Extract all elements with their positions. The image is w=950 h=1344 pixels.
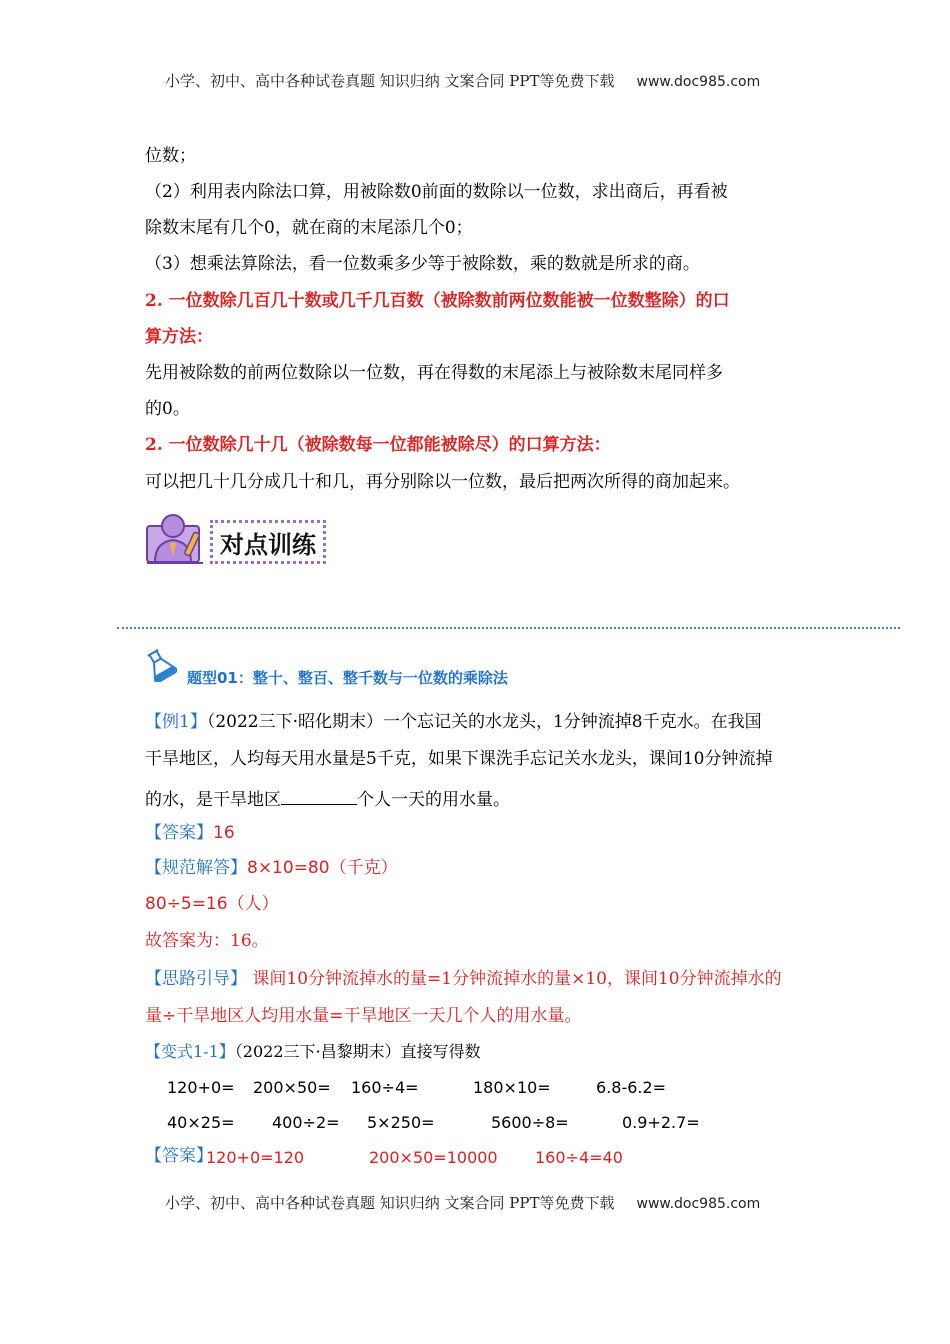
header-text: 小学、初中、高中各种试卷真题 知识归纳 文案合同 PPT等免费下载 [165, 72, 615, 90]
example-q2: 干旱地区，人均每天用水量是5千克，如果下课洗手忘记关水龙头，课间10分钟流掉 [145, 749, 773, 769]
calc-item: 180×10= [473, 1078, 551, 1097]
text-line: 位数； [145, 146, 196, 166]
example-q3a: 的水，是干旱地区 [145, 790, 281, 810]
header-site[interactable]: www.doc985.com [636, 74, 761, 90]
example-line [145, 789, 510, 809]
text-line: 可以把几十几分成几十和几，再分别除以一位数，最后把两次所得的商加起来。 [145, 472, 740, 492]
heading-2a: 2. 一位数除几百几十数或几千几百数（被除数前两位数能被一位数整除）的口 [145, 291, 730, 311]
practice-badge [210, 520, 326, 564]
answer-blank[interactable] [281, 789, 357, 805]
calc-item: 5600÷8= [491, 1113, 569, 1132]
calc-item: 5×250= [367, 1113, 435, 1132]
calc-item: 400÷2= [272, 1113, 340, 1132]
calc-item: 6.8-6.2= [596, 1078, 667, 1097]
answer-value: 16 [213, 823, 235, 843]
variant-answer: 120+0=120 [206, 1148, 305, 1167]
calc-item: 0.9+2.7= [622, 1113, 700, 1132]
footer-text: 小学、初中、高中各种试卷真题 知识归纳 文案合同 PPT等免费下载 [165, 1194, 615, 1212]
solution-line [145, 860, 398, 877]
text-line: 的0。 [145, 399, 190, 419]
text-line: （2）利用表内除法口算，用被除数0前面的数除以一位数，求出商后，再看被 [145, 182, 728, 202]
heading-2b: 2. 一位数除几十几（被除数每一位都能被除尽）的口算方法： [145, 435, 611, 455]
answer-line [145, 825, 235, 842]
answer-tag: 【答案】 [145, 823, 213, 843]
example-tag: 【例1】 [145, 712, 207, 732]
text-line: 除数末尾有几个0，就在商的末尾添几个0； [145, 218, 473, 238]
solution-step: 8×10=80（千克） [247, 858, 398, 878]
page-footer [165, 1192, 760, 1213]
variant-answer-line [145, 1148, 213, 1165]
hint-text: 课间10分钟流掉水的量=1分钟流掉水的量×10，课间10分钟流掉水的 [247, 969, 782, 989]
variant-tag: 【变式1-1】 [145, 1042, 235, 1061]
hint-tag: 【思路引导】 [145, 969, 247, 989]
calc-item: 40×25= [167, 1113, 235, 1132]
text-line: 先用被除数的前两位数除以一位数，再在得数的末尾添上与被除数末尾同样多 [145, 363, 723, 383]
solution-tag: 【规范解答】 [145, 858, 247, 878]
calc-item: 160÷4= [351, 1078, 419, 1097]
variant-answer: 200×50=10000 [369, 1148, 498, 1167]
hint-line [145, 971, 782, 988]
badge-label: 对点训练 [220, 530, 316, 559]
text-line: （3）想乘法算除法，看一位数乘多少等于被除数，乘的数就是所求的商。 [145, 254, 700, 274]
variant-answer: 160÷4=40 [535, 1148, 623, 1167]
section-divider [117, 627, 900, 629]
section-title: 题型01：整十、整百、整千数与一位数的乘除法 [187, 669, 508, 687]
heading-2a-cont: 算方法： [145, 327, 213, 347]
example-q3b: 个人一天的用水量。 [357, 790, 510, 810]
page-header [165, 70, 760, 91]
hint-text: 量÷干旱地区人均用水量=干旱地区一天几个人的用水量。 [145, 1006, 582, 1026]
teacher-icon [145, 510, 207, 566]
footer-site[interactable]: www.doc985.com [636, 1196, 761, 1212]
solution-step: 80÷5=16（人） [145, 894, 279, 914]
calc-item: 120+0= [167, 1078, 235, 1097]
variant-answer-tag: 【答案】 [145, 1146, 213, 1166]
variant-line [145, 1044, 481, 1060]
variant-text: （2022三下·昌黎期末）直接写得数 [234, 1042, 481, 1061]
example-line [145, 714, 762, 731]
example-q1: （2022三下·昭化期末）一个忘记关的水龙头，1分钟流掉8千克水。在我国 [206, 712, 762, 732]
flask-icon [143, 648, 177, 682]
calc-item: 200×50= [253, 1078, 331, 1097]
solution-step: 故答案为：16。 [145, 931, 269, 951]
